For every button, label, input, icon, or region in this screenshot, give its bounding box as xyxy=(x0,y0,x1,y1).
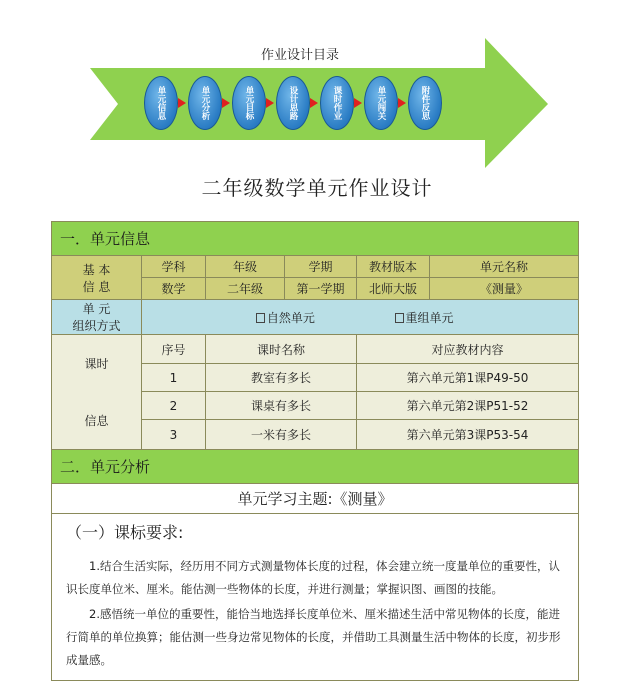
lesson-number: 1 xyxy=(142,364,206,392)
natural-unit-label: 自然单元 xyxy=(266,310,315,325)
requirement-paragraph: 2.感悟统一单位的重要性，能恰当地选择长度单位米、厘米描述生活中常见物体的长度，能进行简单的单位换算；能估测一些身边常见物体的长度，并借助工具测量生活中物体的长度，初步形成量感。 xyxy=(66,607,561,667)
section-header-unit-info xyxy=(52,222,579,256)
requirements-cell xyxy=(52,514,579,681)
basic-info-header-row xyxy=(52,256,579,278)
regroup-unit-checkbox[interactable] xyxy=(395,313,404,323)
lesson-info-label-top: 课时 xyxy=(52,335,142,392)
header-grade: 年级 xyxy=(206,256,285,278)
basic-info-label: 基 本 信 息 xyxy=(52,256,142,300)
header-number: 序号 xyxy=(142,335,206,364)
document-title: 二年级数学单元作业设计 xyxy=(201,176,433,200)
lesson-content: 第六单元第2课P51-52 xyxy=(357,392,579,420)
section-header-unit-analysis xyxy=(52,450,579,484)
step-unit-analysis: 单元分析 xyxy=(188,76,222,130)
value-grade: 二年级 xyxy=(206,278,285,300)
step-list xyxy=(142,76,442,132)
diagram-title: 作业设计目录 xyxy=(260,48,339,63)
step-unit-info: 单元信息 xyxy=(144,76,178,130)
requirements-heading: （一）课标要求: xyxy=(66,523,184,542)
step-connector-arrow xyxy=(222,98,230,108)
header-textbook: 教材版本 xyxy=(357,256,430,278)
header-lesson-name: 课时名称 xyxy=(206,335,357,364)
lesson-content: 第六单元第1课P49-50 xyxy=(357,364,579,392)
lesson-number: 2 xyxy=(142,392,206,420)
lesson-number: 3 xyxy=(142,420,206,450)
theme-row xyxy=(52,484,579,514)
requirement-paragraph: 1.结合生活实际，经历用不同方式测量物体长度的过程，体会建立统一度量单位的重要性，认识长度单位米、厘米。能估测一些物体的长度，并进行测量；掌握识图、画图的技能。 xyxy=(66,559,560,596)
value-subject: 数学 xyxy=(142,278,206,300)
lesson-name: 一米有多长 xyxy=(206,420,357,450)
organization-label: 单 元 组织方式 xyxy=(52,300,142,335)
lesson-row xyxy=(52,392,579,420)
value-term: 第一学期 xyxy=(285,278,357,300)
natural-unit-checkbox[interactable] xyxy=(256,313,265,323)
header-textbook-content: 对应教材内容 xyxy=(357,335,579,364)
lesson-name: 课桌有多长 xyxy=(206,392,357,420)
step-connector-arrow xyxy=(310,98,318,108)
regroup-unit-label: 重组单元 xyxy=(405,310,454,325)
step-connector-arrow xyxy=(354,98,362,108)
step-unit-goals: 单元目标 xyxy=(232,76,266,130)
value-unit-name: 《测量》 xyxy=(430,278,579,300)
catalog-diagram xyxy=(0,0,634,175)
header-subject: 学科 xyxy=(142,256,206,278)
step-connector-arrow xyxy=(178,98,186,108)
step-lesson-homework: 课时作业 xyxy=(320,76,354,130)
lesson-header-row xyxy=(52,335,579,364)
header-term: 学期 xyxy=(285,256,357,278)
value-textbook: 北师大版 xyxy=(357,278,430,300)
organization-row xyxy=(52,300,579,335)
unit-theme: 单元学习主题:《测量》 xyxy=(52,484,579,514)
step-design-ideas: 设计思路 xyxy=(276,76,310,130)
step-unit-challenge: 单元闯关 xyxy=(364,76,398,130)
unit-design-table xyxy=(51,221,579,681)
step-connector-arrow xyxy=(266,98,274,108)
section-heading: 一．单元信息 xyxy=(52,222,579,256)
step-connector-arrow xyxy=(398,98,406,108)
section-heading: 二．单元分析 xyxy=(52,450,579,484)
lesson-info-label-bottom: 信息 xyxy=(52,392,142,450)
lesson-content: 第六单元第3课P53-54 xyxy=(357,420,579,450)
organization-options xyxy=(142,300,579,335)
step-appendix-reflection: 附件反思 xyxy=(408,76,442,130)
lesson-name: 教室有多长 xyxy=(206,364,357,392)
requirements-row xyxy=(52,514,579,681)
header-unit-name: 单元名称 xyxy=(430,256,579,278)
